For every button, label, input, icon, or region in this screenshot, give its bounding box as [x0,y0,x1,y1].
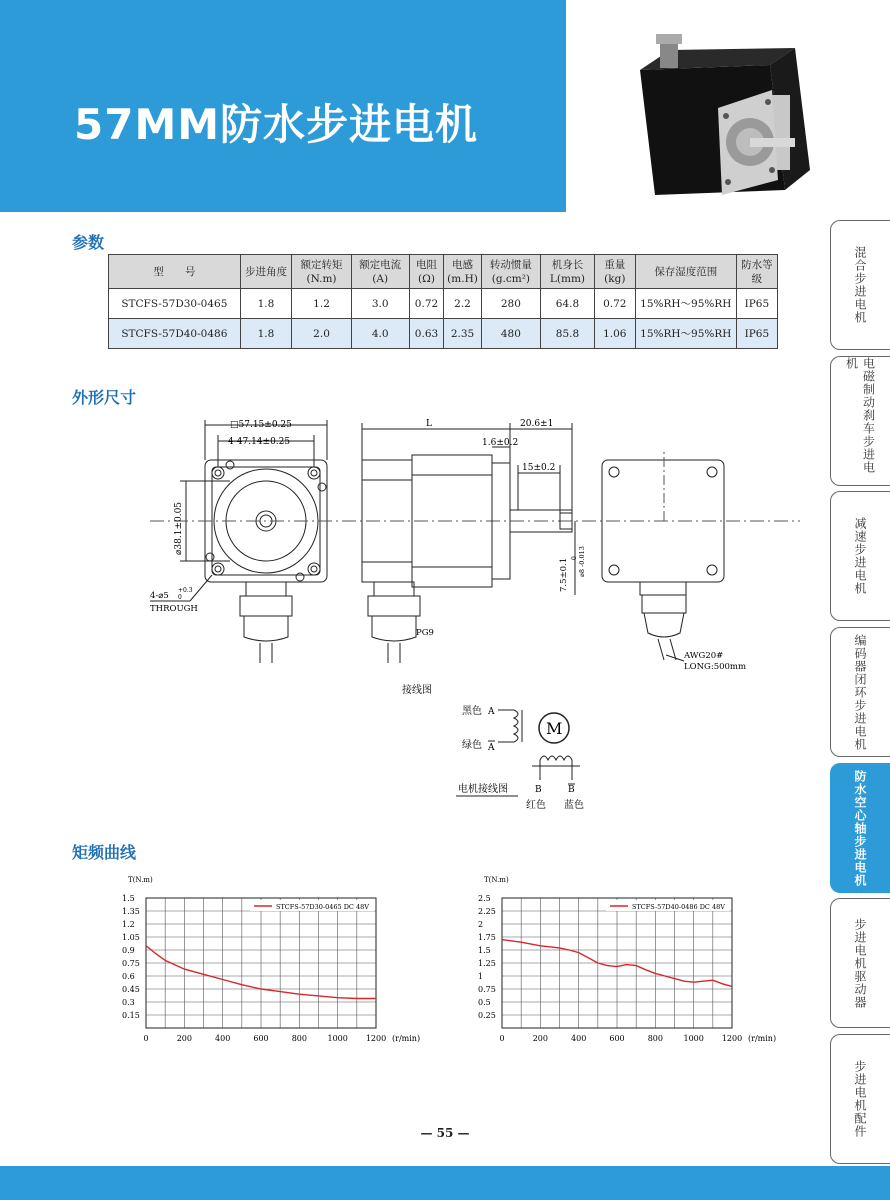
x-tick-label: 200 [532,1034,548,1043]
cell: 64.8 [541,289,595,319]
footer-bar [0,1166,890,1200]
phase-abar: A [488,743,495,753]
y-axis-label: T(N.m) [484,876,509,884]
dim-L: L [426,419,432,429]
tab-gear-stepper[interactable] [830,491,890,621]
x-tick-label: 1000 [683,1034,704,1043]
x-axis-label: (r/min) [748,1034,777,1043]
cell: 280 [481,289,541,319]
dim-holes: 4-⌀5 [150,591,169,601]
torque-curve-chart-2 [468,870,798,1055]
cell: 2.35 [444,319,481,349]
y-tick-label: 0.9 [122,946,135,955]
cell: 15%RH～95%RH [635,289,736,319]
th-waterproof: 防水等级 [736,255,777,289]
dim-1-6: 1.6±0.2 [482,438,519,448]
y-tick-label: 0.75 [122,959,140,968]
cell: IP65 [736,289,777,319]
dim-shaft: ⌀8 -0.013 [578,546,586,577]
x-tick-label: 600 [253,1034,269,1043]
y-tick-label: 0.3 [122,998,135,1007]
th-weight: 重量(kg) [594,255,635,289]
th-current: 额定电流(A) [351,255,409,289]
y-tick-label: 0.45 [122,985,140,994]
awg-label: AWG20# [684,651,724,661]
dim-7-5-tol: 0 [571,556,578,560]
y-tick-label: 0.6 [122,972,135,981]
y-tick-label: 1.5 [478,946,491,955]
wiring-title: 接线图 [402,685,432,696]
torque-curve-chart-1 [112,870,442,1055]
y-tick-label: 2.25 [478,907,496,916]
cell: 480 [481,319,541,349]
legend-label: STCFS-57D30-0465 DC 48V [276,903,369,911]
phase-b: B [535,785,542,795]
table-row [109,289,778,319]
x-tick-label: 400 [571,1034,587,1043]
cell: 1.8 [240,319,291,349]
y-tick-label: 0.15 [122,1011,140,1020]
cell: 2.0 [292,319,352,349]
y-tick-label: 1.35 [122,907,140,916]
cell: 15%RH～95%RH [635,319,736,349]
th-model: 型 号 [109,255,241,289]
x-tick-label: 0 [499,1034,505,1043]
wiring-caption: 电机接线图 [458,784,508,795]
th-humidity: 保存湿度范围 [635,255,736,289]
y-tick-label: 1.75 [478,933,496,942]
tab-label: 防水空心轴步进电机 [853,769,867,887]
legend-label: STCFS-57D40-0486 DC 48V [632,903,725,911]
page-title: 57MM防水步进电机 [74,100,479,149]
y-tick-label: 2 [478,920,484,929]
cell: STCFS-57D30-0465 [109,289,241,319]
cell: 0.63 [409,319,444,349]
wiring-diagram [396,680,626,815]
dim-20-6: 20.6±1 [520,419,554,429]
cell: 4.0 [351,319,409,349]
dim-holes-tol: +0.3 [178,587,193,594]
x-tick-label: 800 [647,1034,663,1043]
y-tick-label: 1.05 [122,933,140,942]
motor-photo [600,20,840,210]
tab-hybrid-stepper[interactable] [830,220,890,350]
phase-bbar: B [568,785,575,795]
cell: 1.8 [240,289,291,319]
x-tick-label: 1000 [327,1034,348,1043]
cell: 1.2 [292,289,352,319]
x-tick-label: 800 [291,1034,307,1043]
dimension-drawing [0,405,820,680]
y-tick-label: 0.25 [478,1011,496,1020]
through-label: THROUGH [150,604,198,614]
cell: 0.72 [594,289,635,319]
tab-label: 步进电机配件 [853,1060,867,1138]
th-resistance: 电阻(Ω) [409,255,444,289]
y-tick-label: 1.25 [478,959,496,968]
cell: 1.06 [594,319,635,349]
tab-label: 编码器闭环步进电机 [853,633,867,751]
th-length: 机身长L(mm) [541,255,595,289]
phase-a: A [488,707,495,717]
th-torque: 额定转矩(N.m) [292,255,352,289]
y-tick-label: 0.5 [478,998,491,1007]
x-tick-label: 1200 [721,1034,743,1043]
x-axis-label: (r/min) [392,1034,421,1043]
section-params-title: 参数 [72,233,105,252]
tab-stepper-driver[interactable] [830,898,890,1028]
th-inertia: 转动惯量(g.cm²) [481,255,541,289]
th-step-angle: 步进角度 [240,255,291,289]
wire-red-label: 红色 [526,800,546,811]
tab-label: 减速步进电机 [853,517,867,595]
tab-closed-loop-stepper[interactable] [830,627,890,757]
x-tick-label: 1200 [365,1034,387,1043]
section-dimensions-title: 外形尺寸 [72,388,137,407]
tab-stepper-accessories[interactable] [830,1034,890,1164]
dim-15: 15±0.2 [522,463,556,473]
page-header [0,0,566,212]
motor-symbol: M [546,719,563,738]
cell: 0.72 [409,289,444,319]
x-tick-label: 400 [215,1034,231,1043]
wire-black-label: 黑色 [462,706,482,717]
section-curves-title: 矩频曲线 [72,843,137,862]
tab-brake-stepper[interactable] [830,356,890,486]
dim-7-5: 7.5±0.1 [559,557,569,592]
wire-blue-label: 蓝色 [564,800,584,811]
y-axis-label: T(N.m) [128,876,153,884]
y-tick-label: 0.75 [478,985,496,994]
cell: 85.8 [541,319,595,349]
tab-label: 电磁制动刹车步进电机 [844,357,876,474]
page-number: — 55 — [420,1126,470,1140]
x-tick-label: 0 [143,1034,149,1043]
y-tick-label: 1.2 [122,920,135,929]
tab-label: 混合步进电机 [853,246,867,324]
wire-green-label: 绿色 [462,740,482,751]
cell: 3.0 [351,289,409,319]
spec-table [108,254,778,349]
cell: STCFS-57D40-0486 [109,319,241,349]
y-tick-label: 1 [478,972,484,981]
cell: 2.2 [444,289,481,319]
y-tick-label: 2.5 [478,894,491,903]
cell: IP65 [736,319,777,349]
x-tick-label: 600 [609,1034,625,1043]
tab-label: 步进电机驱动器 [853,917,867,1009]
dim-holes-tol2: 0 [178,594,182,601]
tab-waterproof-stepper[interactable] [830,763,890,893]
table-header-row [109,255,778,289]
dim-pilot: ⌀38.1±0.05 [174,501,184,555]
dim-hole-spacing: 4-47.14±0.25 [228,437,291,447]
cable-length-label: LONG:500mm [684,662,747,672]
y-tick-label: 1.5 [122,894,135,903]
x-tick-label: 200 [176,1034,192,1043]
dim-square: □57.15±0.25 [230,420,292,430]
th-inductance: 电感(m.H) [444,255,481,289]
table-row [109,319,778,349]
pg9-label: PG9 [416,628,434,638]
